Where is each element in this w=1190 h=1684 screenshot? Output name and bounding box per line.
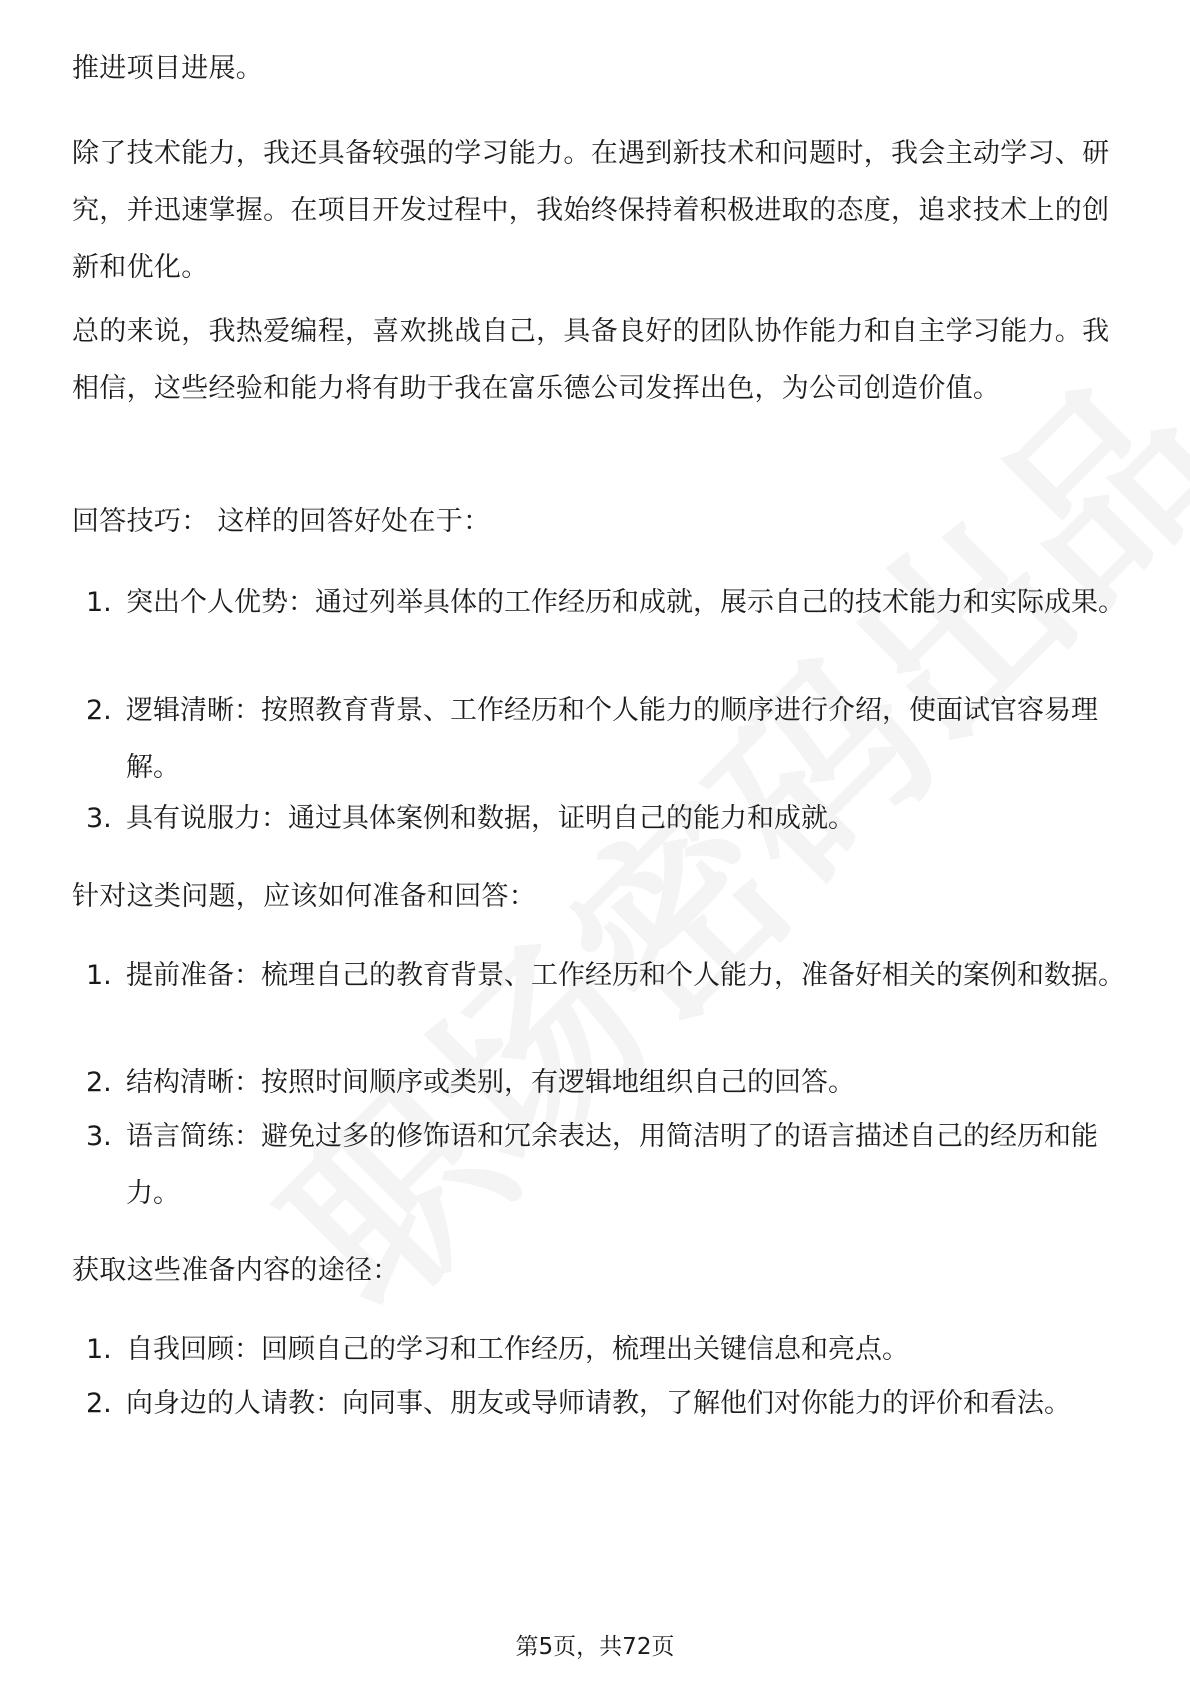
list-number: 3. (86, 1121, 112, 1152)
list-number: 1. (86, 1334, 112, 1365)
list-number: 1. (86, 587, 112, 618)
paragraph: 总的来说，我热爱编程，喜欢挑战自己，具备良好的团队协作能力和自主学习能力。我相信，这些经验和能力将有助于我在富乐德公司发挥出色，为公司创造价值。 (72, 316, 1110, 404)
section-heading: 回答技巧： 这样的回答好处在于： (72, 506, 491, 537)
page-footer: 第5页，共72页 (515, 1634, 675, 1660)
list-text: 突出个人优势：通过列举具体的工作经历和成就，展示自己的技术能力和实际成果。 (126, 587, 1125, 618)
paragraph: 除了技术能力，我还具备较强的学习能力。在遇到新技术和问题时，我会主动学习、研究，并迅速掌握。在项目开发过程中，我始终保持着积极进取的态度，追求技术上的创新和优化。 (72, 138, 1110, 283)
paragraph: 推进项目进展。 (72, 53, 264, 84)
list-text: 提前准备：梳理自己的教育背景、工作经历和个人能力，准备好相关的案例和数据。 (126, 960, 1125, 991)
list-number: 3. (86, 803, 112, 834)
list-number: 2. (86, 695, 112, 726)
list-text: 语言简练：避免过多的修饰语和冗余表达，用简洁明了的语言描述自己的经历和能力。 (126, 1121, 1098, 1209)
list-text: 向身边的人请教：向同事、朋友或导师请教，了解他们对你能力的评价和看法。 (126, 1388, 1071, 1419)
list-text: 逻辑清晰：按照教育背景、工作经历和个人能力的顺序进行介绍，使面试官容易理解。 (126, 695, 1098, 783)
list-number: 1. (86, 960, 112, 991)
list-text: 结构清晰：按照时间顺序或类别，有逻辑地组织自己的回答。 (126, 1067, 855, 1098)
list-text: 具有说服力：通过具体案例和数据，证明自己的能力和成就。 (126, 803, 855, 834)
section-heading: 获取这些准备内容的途径： (72, 1255, 400, 1286)
section-heading: 针对这类问题，应该如何准备和回答： (72, 881, 537, 912)
list-number: 2. (86, 1388, 112, 1419)
list-number: 2. (86, 1067, 112, 1098)
list-text: 自我回顾：回顾自己的学习和工作经历，梳理出关键信息和亮点。 (126, 1334, 909, 1365)
